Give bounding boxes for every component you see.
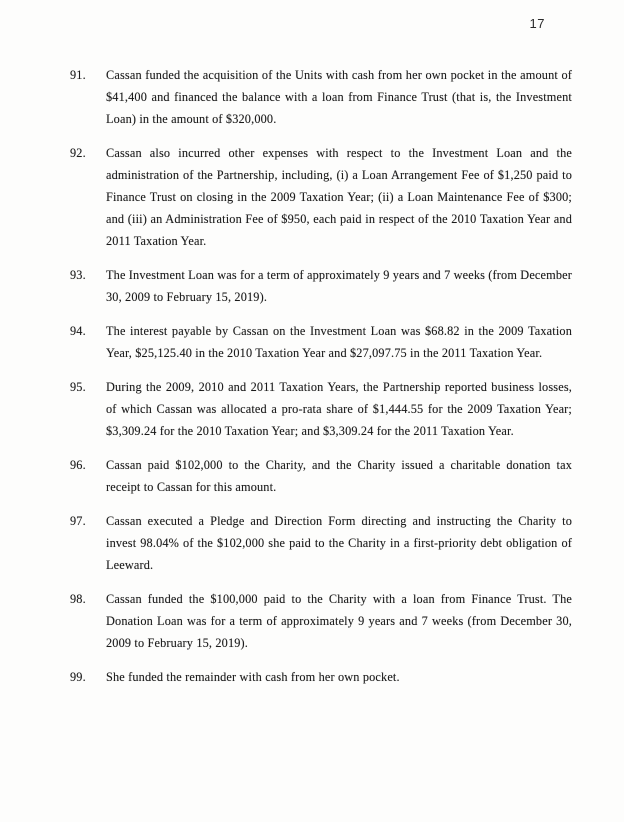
page-number: 17	[529, 16, 545, 31]
paragraph-text: Cassan executed a Pledge and Direction Form directing and instructing the Charity to invest 98.04% of the $102,000 she paid to the Charity in a first-priority debt obligation of Leeward.	[106, 514, 572, 572]
paragraph-text: Cassan also incurred other expenses with respect to the Investment Loan and the administration of the Partnership, including, (i) a Loan Arrangement Fee of $1,250 paid to Finance Trust on closing in the 2009 Taxation Year; (ii) a Loan Maintenance Fee of $300; and (iii) an Administration Fee of $950, each paid in respect of the 2010 Taxation Year and 2011 Taxation Year.	[106, 146, 572, 248]
paragraph-item	[70, 666, 572, 688]
paragraph-number: 95.	[70, 380, 86, 394]
paragraph-number: 97.	[70, 514, 86, 528]
paragraph-number: 94.	[70, 324, 86, 338]
paragraph-item	[70, 454, 572, 498]
paragraph-text: The interest payable by Cassan on the Investment Loan was $68.82 in the 2009 Taxation Year, $25,125.40 in the 2010 Taxation Year and $27,097.75 in the 2011 Taxation Year.	[106, 324, 572, 360]
paragraph-item	[70, 264, 572, 308]
paragraph-text: During the 2009, 2010 and 2011 Taxation Years, the Partnership reported business losses, of which Cassan was allocated a pro-rata share of $1,444.55 for the 2009 Taxation Year; $3,309.24 for the 2010 Taxation Year; and $3,309.24 for the 2011 Taxation Year.	[106, 380, 572, 438]
paragraph-text: Cassan funded the acquisition of the Units with cash from her own pocket in the amount of $41,400 and financed the balance with a loan from Finance Trust (that is, the Investment Loan) in the amount of $320,000.	[106, 68, 572, 126]
paragraph-number: 92.	[70, 146, 86, 160]
paragraph-text: Cassan funded the $100,000 paid to the Charity with a loan from Finance Trust. The Donation Loan was for a term of approximately 9 years and 7 weeks (from December 30, 2009 to February 15, 2019).	[106, 592, 572, 650]
paragraph-list	[70, 64, 572, 700]
paragraph-item	[70, 588, 572, 654]
paragraph-item	[70, 142, 572, 252]
paragraph-text: Cassan paid $102,000 to the Charity, and the Charity issued a charitable donation tax receipt to Cassan for this amount.	[106, 458, 572, 494]
paragraph-text: The Investment Loan was for a term of approximately 9 years and 7 weeks (from December 30, 2009 to February 15, 2019).	[106, 268, 573, 304]
paragraph-number: 98.	[70, 592, 86, 606]
paragraph-number: 99.	[70, 670, 86, 684]
paragraph-number: 91.	[70, 68, 86, 82]
paragraph-number: 96.	[70, 458, 86, 472]
paragraph-number: 93.	[70, 268, 86, 282]
paragraph-text: She funded the remainder with cash from her own pocket.	[106, 670, 400, 684]
paragraph-item	[70, 64, 572, 130]
paragraph-item	[70, 320, 572, 364]
paragraph-item	[70, 376, 572, 442]
paragraph-item	[70, 510, 572, 576]
